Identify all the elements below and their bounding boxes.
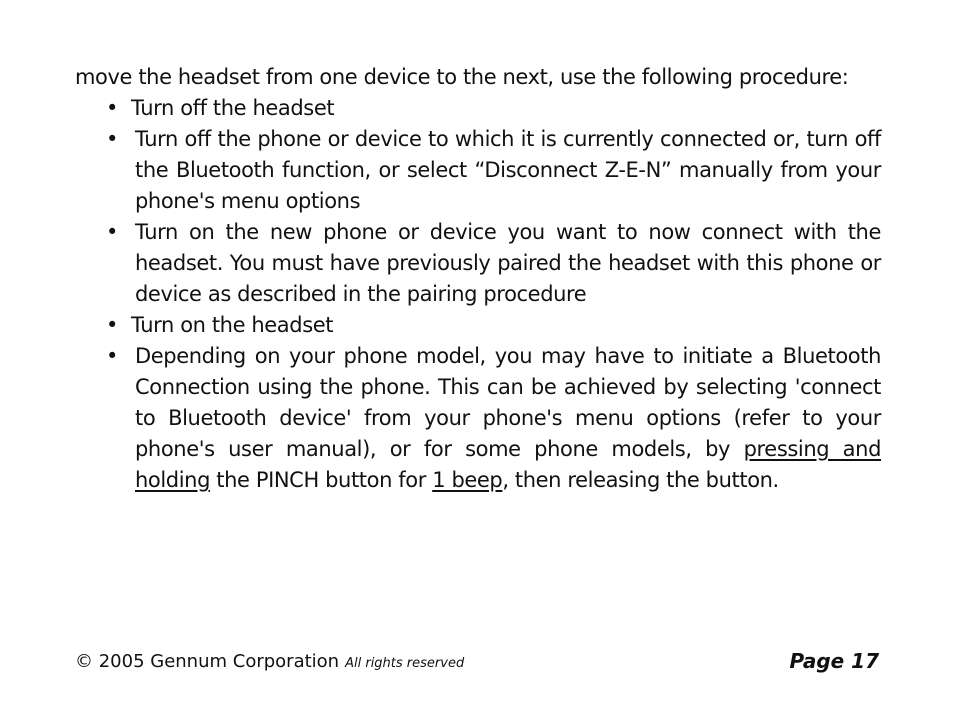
intro-text: move the headset from one device to the next, use the following procedure:: [75, 65, 849, 89]
bullet-icon: •: [106, 344, 118, 368]
footer-copyright: [75, 651, 464, 672]
rights-text: All rights reserved: [345, 656, 465, 671]
list-item-text: , then releasing the button.: [502, 468, 779, 492]
list-item-text: Turn off the phone or device to which it is currently connected or, turn off the Bluetooth function, or select “Disconnect Z-E-N” manually from your phone's menu options: [135, 127, 881, 213]
procedure-list: [75, 93, 881, 496]
document-body: [75, 62, 881, 496]
list-item-text: the PINCH button for: [210, 468, 433, 492]
bullet-icon: •: [106, 220, 118, 244]
list-item-text: Depending on your phone model, you may have to initiate a Bluetooth Connection using the phone. This can be achieved by selecting 'connect to Bluetooth device' from your phone's menu options (refer to your phone's user manual), or for some phone models, by: [135, 344, 881, 461]
bullet-icon: •: [106, 127, 118, 151]
list-item: [75, 310, 881, 341]
copyright-text: © 2005 Gennum Corporation: [75, 651, 340, 672]
list-item: [75, 341, 881, 496]
list-item-text: Turn off the headset: [131, 96, 335, 120]
list-item-text: Turn on the headset: [131, 313, 334, 337]
list-item-text: Turn on the new phone or device you want to now connect with the headset. You must have previously paired the headset with this phone or device as described in the pairing procedure: [135, 220, 881, 306]
underlined-text: 1 beep: [432, 468, 503, 492]
page-number: Page 17: [789, 649, 879, 673]
list-item: [75, 217, 881, 310]
underlined-text: pressing and holding: [135, 437, 881, 492]
list-item: [75, 124, 881, 217]
bullet-icon: •: [106, 96, 118, 120]
bullet-icon: •: [106, 313, 118, 337]
list-item: [75, 93, 881, 124]
